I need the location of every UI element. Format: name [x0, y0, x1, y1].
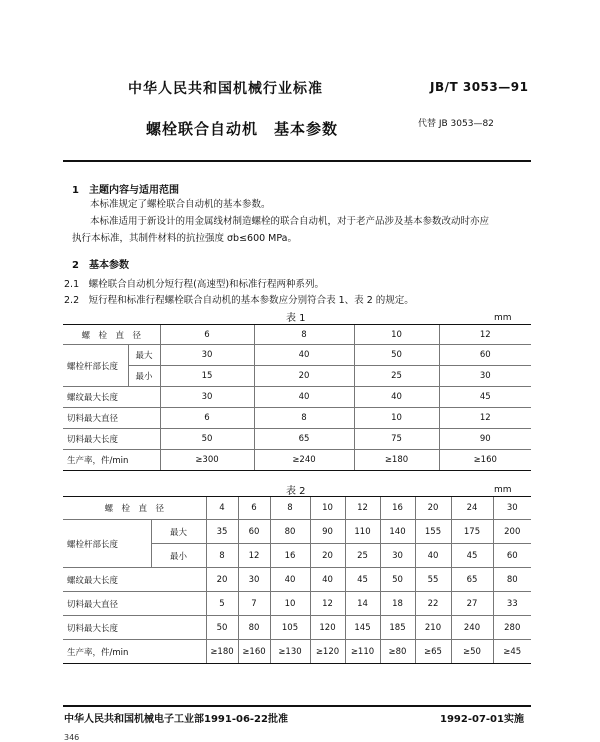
table-cell: ≥130 — [270, 640, 310, 664]
table-cell: ≥45 — [493, 640, 531, 664]
table-cell: 25 — [354, 366, 439, 387]
table-2-head-label: 螺 栓 直 径 — [63, 497, 206, 520]
table-cell: 15 — [160, 366, 254, 387]
section-1-paragraph-1: 本标准规定了螺栓联合自动机的基本参数。 — [90, 199, 271, 210]
table-cell: 10 — [310, 497, 345, 520]
table-cell: 6 — [160, 325, 254, 345]
table-1-cutdia-label: 切料最大直径 — [63, 408, 160, 429]
table-2-cutlen-label: 切料最大长度 — [63, 616, 206, 640]
table-row — [63, 520, 531, 544]
table-cell: ≥50 — [451, 640, 493, 664]
table-cell: 30 — [160, 345, 254, 366]
table-cell: 200 — [493, 520, 531, 544]
table-cell: 65 — [451, 568, 493, 592]
table-cell: 45 — [345, 568, 380, 592]
table-2-cutdia-label: 切料最大直径 — [63, 592, 206, 616]
table-2-caption: 表 2 — [286, 486, 306, 497]
table-row — [63, 408, 531, 429]
table-cell: 40 — [415, 544, 451, 568]
table-cell: 90 — [439, 429, 531, 450]
table-cell: 120 — [310, 616, 345, 640]
table-row — [63, 568, 531, 592]
table-cell: 12 — [310, 592, 345, 616]
footer-rule — [63, 705, 531, 707]
table-cell: 65 — [254, 429, 354, 450]
table-1 — [63, 324, 531, 471]
table-cell: 最小 — [151, 544, 206, 568]
table-cell: 10 — [354, 408, 439, 429]
section-2-heading: 2 基本参数 — [72, 260, 129, 271]
table-cell: 240 — [451, 616, 493, 640]
table-cell: 8 — [270, 497, 310, 520]
table-cell: ≥120 — [310, 640, 345, 664]
table-cell: 145 — [345, 616, 380, 640]
table-cell: 30 — [439, 366, 531, 387]
table-cell: 60 — [238, 520, 270, 544]
section-2-paragraph-1: 2.1 螺栓联合自动机分短行程(高速型)和标准行程两种系列。 — [64, 279, 325, 290]
table-cell: ≥240 — [254, 450, 354, 471]
table-1-caption: 表 1 — [286, 313, 306, 324]
table-row — [63, 592, 531, 616]
table-cell: 20 — [206, 568, 238, 592]
table-cell: 7 — [238, 592, 270, 616]
table-row — [63, 450, 531, 471]
table-cell: 80 — [270, 520, 310, 544]
table-row — [63, 387, 531, 408]
table-cell: 185 — [380, 616, 415, 640]
table-cell: 80 — [493, 568, 531, 592]
table-cell: 22 — [415, 592, 451, 616]
table-1-rod-label: 螺栓杆部长度 — [63, 345, 128, 387]
table-2-rate-label: 生产率，件/min — [63, 640, 206, 664]
table-cell: 75 — [354, 429, 439, 450]
table-cell: 14 — [345, 592, 380, 616]
table-cell: 30 — [238, 568, 270, 592]
table-cell: 30 — [493, 497, 531, 520]
table-1-rate-label: 生产率，件/min — [63, 450, 160, 471]
table-cell: 20 — [415, 497, 451, 520]
table-cell: ≥160 — [439, 450, 531, 471]
table-row — [63, 497, 531, 520]
table-cell: 55 — [415, 568, 451, 592]
table-cell: 27 — [451, 592, 493, 616]
table-cell: 6 — [160, 408, 254, 429]
table-cell: 10 — [270, 592, 310, 616]
table-cell: 24 — [451, 497, 493, 520]
table-cell: 90 — [310, 520, 345, 544]
table-1-head-label: 螺 栓 直 径 — [63, 325, 160, 345]
table-cell: 20 — [254, 366, 354, 387]
table-2-unit: mm — [494, 485, 512, 495]
table-cell: 12 — [345, 497, 380, 520]
table-cell: 45 — [439, 387, 531, 408]
table-cell: 80 — [238, 616, 270, 640]
table-cell: 4 — [206, 497, 238, 520]
table-1-thread-label: 螺纹最大长度 — [63, 387, 160, 408]
table-cell: 110 — [345, 520, 380, 544]
table-cell: 50 — [206, 616, 238, 640]
table-cell: 8 — [206, 544, 238, 568]
table-cell: 33 — [493, 592, 531, 616]
table-cell: 12 — [238, 544, 270, 568]
table-cell: 最大 — [151, 520, 206, 544]
table-cell: 30 — [380, 544, 415, 568]
page-number: 346 — [64, 733, 80, 742]
standard-organization: 中华人民共和国机械行业标准 — [128, 81, 323, 97]
table-cell: 30 — [160, 387, 254, 408]
table-cell: 155 — [415, 520, 451, 544]
table-row — [63, 345, 531, 366]
table-cell: 40 — [254, 345, 354, 366]
table-cell: 20 — [310, 544, 345, 568]
table-1-unit: mm — [494, 313, 512, 323]
table-row — [63, 640, 531, 664]
table-cell: 10 — [354, 325, 439, 345]
table-row — [63, 366, 531, 387]
table-cell: ≥65 — [415, 640, 451, 664]
table-cell: ≥180 — [354, 450, 439, 471]
table-cell: 最大 — [128, 345, 160, 366]
table-cell: 35 — [206, 520, 238, 544]
table-cell: 12 — [439, 325, 531, 345]
table-cell: 280 — [493, 616, 531, 640]
table-cell: ≥300 — [160, 450, 254, 471]
table-cell: 60 — [439, 345, 531, 366]
table-cell: 40 — [310, 568, 345, 592]
table-cell: 50 — [160, 429, 254, 450]
table-cell: ≥180 — [206, 640, 238, 664]
table-cell: 8 — [254, 325, 354, 345]
table-cell: 6 — [238, 497, 270, 520]
replaces-note: 代替 JB 3053—82 — [418, 119, 494, 129]
table-cell: ≥110 — [345, 640, 380, 664]
table-cell: 50 — [354, 345, 439, 366]
document-title: 螺栓联合自动机 基本参数 — [146, 120, 339, 138]
implementation-date: 1992-07-01实施 — [440, 714, 524, 725]
table-cell: 12 — [439, 408, 531, 429]
header-rule — [63, 160, 531, 162]
table-cell: 最小 — [128, 366, 160, 387]
table-2 — [63, 496, 531, 664]
table-cell: 210 — [415, 616, 451, 640]
table-cell: 45 — [451, 544, 493, 568]
approval-note: 中华人民共和国机械电子工业部1991-06-22批准 — [64, 714, 288, 725]
table-row — [63, 429, 531, 450]
table-cell: 140 — [380, 520, 415, 544]
table-cell: 175 — [451, 520, 493, 544]
table-cell: 5 — [206, 592, 238, 616]
section-2-paragraph-2: 2.2 短行程和标准行程螺栓联合自动机的基本参数应分别符合表 1、表 2 的规定。 — [64, 295, 414, 306]
section-1-paragraph-2b: 执行本标准，其制件材料的抗拉强度 σb≤600 MPa。 — [72, 233, 298, 244]
table-cell: 60 — [493, 544, 531, 568]
table-1-cutlen-label: 切料最大长度 — [63, 429, 160, 450]
table-cell: 25 — [345, 544, 380, 568]
table-row — [63, 325, 531, 345]
table-cell: 50 — [380, 568, 415, 592]
section-1-paragraph-2a: 本标准适用于新设计的用金属线材制造螺栓的联合自动机，对于老产品涉及基本参数改动时亦应 — [90, 216, 490, 227]
table-cell: 18 — [380, 592, 415, 616]
table-cell: 40 — [254, 387, 354, 408]
table-cell: 40 — [354, 387, 439, 408]
table-row — [63, 616, 531, 640]
table-cell: 105 — [270, 616, 310, 640]
table-cell: ≥80 — [380, 640, 415, 664]
table-2-rod-label: 螺栓杆部长度 — [63, 520, 151, 568]
table-cell: 16 — [270, 544, 310, 568]
table-cell: 40 — [270, 568, 310, 592]
standard-code: JB/T 3053—91 — [430, 80, 529, 94]
table-cell: 16 — [380, 497, 415, 520]
table-cell: ≥160 — [238, 640, 270, 664]
section-1-heading: 1 主题内容与适用范围 — [72, 185, 179, 196]
table-cell: 8 — [254, 408, 354, 429]
table-2-thread-label: 螺纹最大长度 — [63, 568, 206, 592]
